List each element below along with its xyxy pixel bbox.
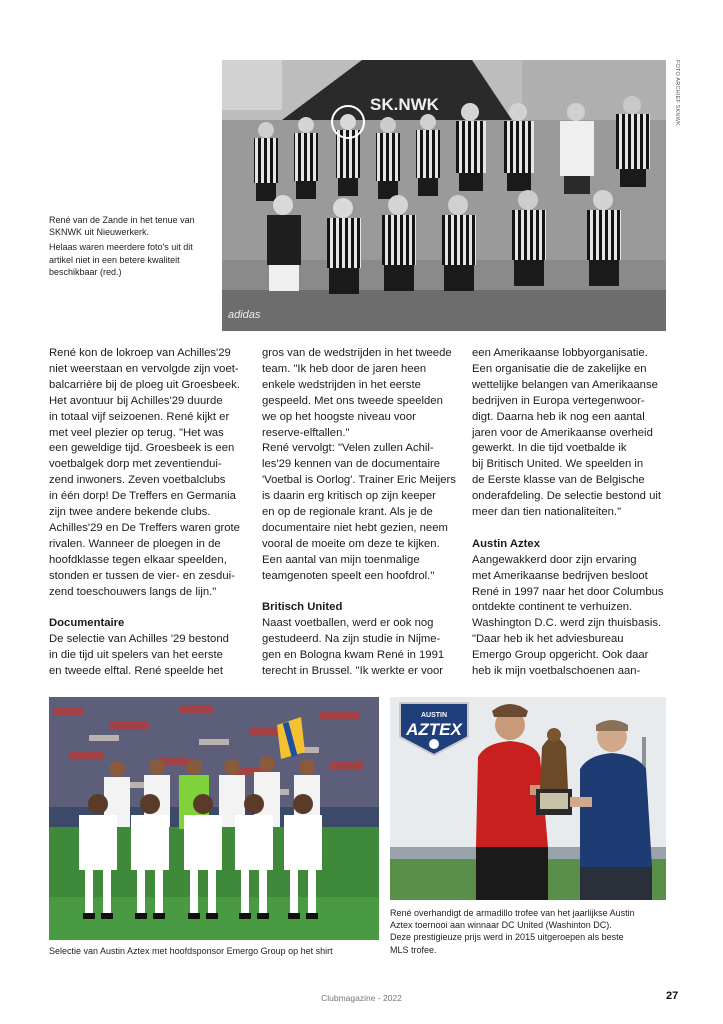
paragraph	[472, 553, 668, 680]
text-line: "Daar heb ik het adviesbureau	[472, 633, 624, 646]
article-column-1	[49, 346, 238, 680]
text-line: voetbalgek dorp met zeventiendui-	[49, 458, 222, 471]
article-column-2	[262, 346, 456, 680]
svg-text:AUSTIN: AUSTIN	[420, 712, 448, 719]
caption-line: MLS trofee.	[390, 944, 437, 955]
text-line: vooral de moeite om deze te kijken.	[262, 537, 440, 550]
text-line: gros van de wedstrijden in het tweede	[262, 347, 452, 359]
text-line: jaren voor de Amerikaanse overheid	[472, 426, 653, 439]
caption-line: Aztex toernooi aan winnaar DC United (Washinton DC).	[390, 920, 612, 931]
text-line: een Amerikaanse lobbyorganisatie.	[472, 347, 648, 359]
photo-credit: FOTO ARCHIEF SKNWK	[674, 60, 680, 126]
page-number: 27	[666, 990, 679, 1002]
text-line: stonden er tussen de vier- en zesdui-	[49, 569, 235, 582]
text-line: rivalen. Wanneer de ploegen in de	[49, 537, 221, 550]
text-line: in die tijd uit spelers van het eerste	[49, 649, 223, 662]
caption-note: Helaas waren meerdere foto's uit dit artikel niet in een betere kwaliteit beschikbaar (red.)	[49, 242, 193, 277]
text-line: documentaire niet hebt gezien, neem	[262, 521, 448, 534]
footer-magazine-title: Clubmagazine - 2022	[321, 993, 402, 1003]
text-line: een geweldige tijd. Groesbeek is een	[49, 442, 235, 455]
text-line: onderafdeling. De selectie bestond uit	[472, 490, 662, 503]
text-line: de Eerste klasse van de Belgische	[472, 474, 645, 487]
text-line: Aangewakkerd door zijn ervaring	[472, 553, 637, 566]
paragraph	[49, 346, 238, 601]
section-heading-austin-aztex: Austin Aztex	[472, 537, 540, 550]
top-photo-caption	[49, 214, 217, 278]
text-line: 'Voetbal is Oorlog'. Trainer Eric Meijers	[262, 474, 456, 487]
section-heading-documentaire: Documentaire	[49, 617, 125, 630]
text-line: gestudeerd. Na zijn studie in Nijme-	[262, 633, 441, 646]
text-line: wettelijke belangen van Amerikaanse	[472, 378, 658, 391]
text-line: Het avontuur bij Achilles'29 duurde	[49, 394, 223, 407]
text-line: Achilles'29 en De Treffers waren grote	[49, 521, 240, 534]
text-line: reserve-elftallen."	[262, 426, 350, 439]
text-line: terecht in Brussel. "Ik werkte er voor	[262, 665, 444, 678]
article-column-3	[472, 346, 668, 680]
text-line: zend inwoners. Zeven voetbalclubs	[49, 474, 226, 487]
team-photo-caption: Selectie van Austin Aztex met hoofdsponsor Emergo Group op het shirt	[49, 946, 333, 956]
text-line: en op de regionale krant. Als je de	[262, 506, 433, 519]
sknwk-team-photo	[222, 60, 666, 331]
text-line: balcarrière bij de ploeg uit Groesbeek.	[49, 378, 240, 391]
trophy-handover-photo	[390, 697, 666, 900]
trophy-photo-caption	[390, 907, 670, 956]
text-line: ontdekte continent te verhuizen.	[472, 601, 633, 614]
text-line: in totaal vijf seizoenen. René kijkt er	[49, 410, 230, 423]
paragraph	[262, 346, 456, 585]
paragraph	[262, 616, 456, 680]
text-line: René vervolgt: "Velen zullen Achil-	[262, 442, 434, 455]
svg-text:AZTEX: AZTEX	[406, 720, 462, 739]
text-line: Washington D.C. werd zijn thuisbasis.	[472, 617, 662, 630]
austin-aztex-team-photo	[49, 697, 379, 940]
text-line: hoofdklasse tegen elkaar speelden,	[49, 553, 227, 566]
text-line: gen en Bologna kwam René in 1991	[262, 649, 445, 662]
text-line: en tweede elftal. René speelde het	[49, 665, 223, 678]
text-line: met veel plezier op terug. "Het was	[49, 426, 224, 439]
text-line: heb ik mijn voetbalschoenen aan-	[472, 665, 641, 678]
text-line: we op het hoogste niveau voor	[262, 410, 416, 423]
text-line: zend toeschouwers langs de lijn."	[49, 585, 217, 598]
section-heading-britisch-united: Britisch United	[262, 601, 343, 614]
paragraph	[472, 346, 668, 521]
text-line: meer dan tien nationaliteiten."	[472, 506, 622, 519]
caption-line: Deze prestigieuze prijs werd in 2015 uitgeroepen als beste	[390, 932, 624, 943]
text-line: in één dorp! De Treffers en Germania	[49, 490, 236, 503]
text-line: met Amerikaanse bedrijven besloot	[472, 569, 648, 582]
caption-line: René van de Zande in het tenue van SKNWK uit Nieuwerkerk.	[49, 215, 195, 238]
text-line: René in 1997 naar het door Columbus	[472, 585, 664, 598]
paragraph	[49, 632, 238, 680]
text-line: Een organisatie die de zakelijke en	[472, 362, 647, 375]
text-line: Naast voetballen, werd er ook nog	[262, 617, 434, 630]
text-line: teamgenoten speelt een hoofdrol."	[262, 569, 435, 582]
text-line: zijn twee andere bekende clubs.	[49, 506, 211, 519]
text-line: gewerkt. In die tijd voetbalde ik	[472, 442, 627, 455]
text-line: les'29 kennen van de documentaire	[262, 458, 441, 471]
caption-line: René overhandigt de armadillo trofee van het jaarlijkse Austin	[390, 908, 635, 918]
text-line: gespeeld. Met ons tweede speelden	[262, 394, 443, 407]
building-sign: SK.NWK	[370, 95, 439, 114]
text-line: De selectie van Achilles '29 bestond	[49, 633, 229, 646]
text-line: digt. Daarna heb ik nog een aantal	[472, 410, 645, 423]
text-line: bedrijven in Europa vertegenwoor-	[472, 394, 645, 407]
text-line: is daarin erg kritisch op zijn keeper	[262, 490, 436, 503]
text-line: Een aantal van mijn toenmalige	[262, 553, 420, 566]
text-line: René kon de lokroep van Achilles'29	[49, 347, 231, 359]
text-line: niet weerstaan en vervolgde zijn voet-	[49, 362, 239, 375]
text-line: bij Britisch United. We speelden in	[472, 458, 644, 471]
text-line: enkele wedstrijden in het eerste	[262, 378, 421, 391]
text-line: team. "Ik heb door de jaren heen	[262, 362, 427, 375]
kit-brand-text: adidas	[228, 309, 261, 321]
text-line: Emergo Group opgericht. Ook daar	[472, 649, 649, 662]
